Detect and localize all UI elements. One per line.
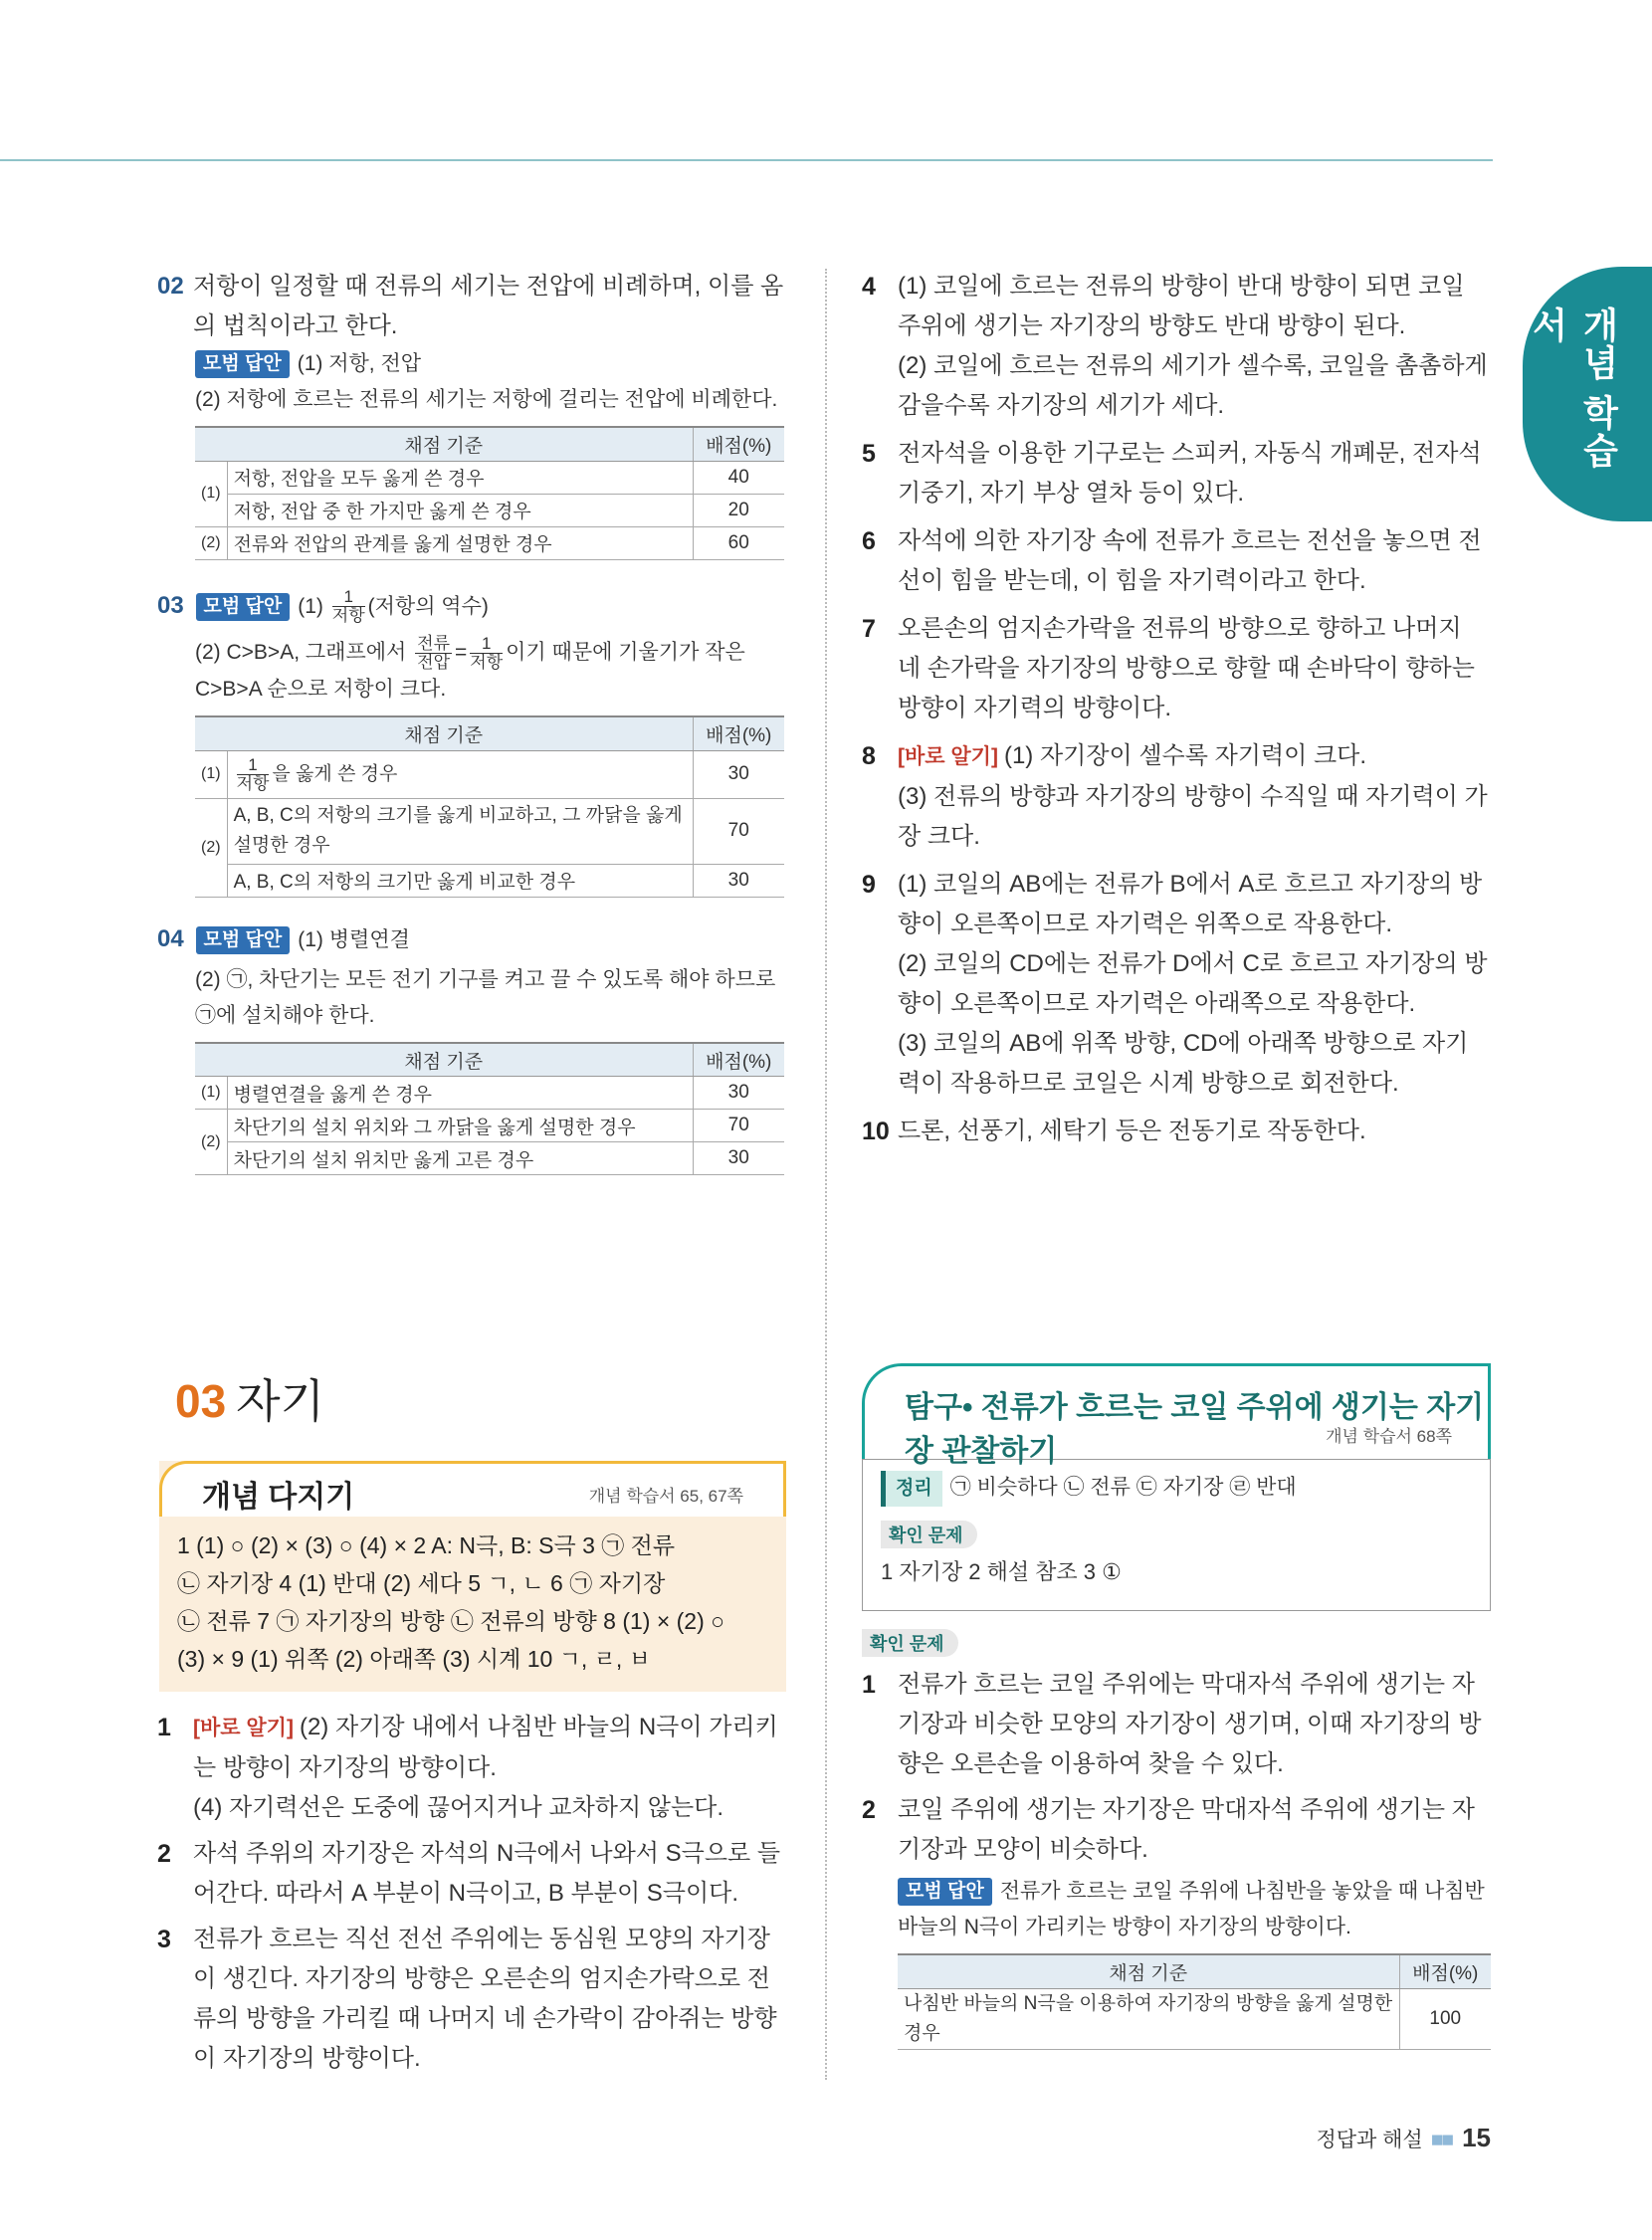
answer-4 (862, 267, 1491, 426)
footer-label: 정답과 해설 (1316, 2129, 1423, 2151)
score-cell: 100 (1399, 1988, 1491, 2049)
frac-num: 1 (237, 756, 270, 775)
answer-text: 자석 주위의 자기장은 자석의 N극에서 나와서 S극으로 들어간다. 따라서 A 부분이 N극이고, B 부분이 S극이다. (193, 1840, 781, 1907)
criteria-cell (227, 750, 693, 798)
answer-number: 10 (862, 1118, 890, 1145)
criteria-cell: 저항, 전압을 모두 옳게 쓴 경우 (227, 461, 693, 494)
answer-3 (157, 1920, 786, 2079)
answer-text: 전자석을 이용한 기구로는 스피커, 자동식 개폐문, 전자석 기중기, 자기 부상 열차 등이 있다. (898, 440, 1482, 507)
header-rule (0, 159, 1493, 161)
fraction (470, 635, 503, 672)
answer-number: 9 (862, 871, 876, 899)
answer-number: 4 (862, 273, 876, 301)
answer-number: 6 (862, 527, 876, 555)
answer-text: 전류가 흐르는 직선 전선 주위에는 동심원 모양의 자기장이 생긴다. 자기장의 방향은 오른손의 엄지손가락으로 전류의 방향을 가리킬 때 나머지 네 손가락이 감아쥐는 방향이 자기장의 방향이다. (193, 1926, 777, 2072)
answer-6 (862, 521, 1491, 601)
q03-table (195, 715, 784, 898)
concept-line: ㉡ 자기장 4 (1) 반대 (2) 세다 5 ㄱ, ㄴ 6 ㉠ 자기장 (177, 1570, 666, 1596)
th-criteria: 채점 기준 (195, 427, 693, 461)
criteria-cell: 차단기의 설치 위치와 그 까닭을 옳게 설명한 경우 (227, 1110, 693, 1142)
answer-7 (862, 609, 1491, 728)
score-cell: 30 (693, 864, 784, 897)
concept-line: 1 (1) ○ (2) × (3) ○ (4) × 2 A: N극, B: S극 3 ㉠ 전류 (177, 1532, 676, 1558)
criteria-cell: 병렬연결을 옳게 쓴 경우 (227, 1077, 693, 1110)
concept-title: 개념 다지기 (202, 1481, 355, 1514)
part-label: (2) (195, 526, 227, 559)
concept-ref: 개념 학습서 65, 67쪽 (588, 1487, 743, 1506)
baro-label: [바로 알기] (898, 745, 998, 768)
concept-line: (3) × 9 (1) 위쪽 (2) 아래쪽 (3) 시계 10 ㄱ, ㄹ, ㅂ (177, 1646, 651, 1672)
answer-text: (3) 전류의 방향과 자기장의 방향이 수직일 때 자기력이 가장 크다. (898, 783, 1488, 850)
q02-text: 저항이 일정할 때 전류의 세기는 전압에 비례하며, 이를 옴의 법칙이라고 한다. (193, 273, 784, 339)
answer-number: 1 (862, 1671, 876, 1699)
answer-1 (157, 1708, 786, 1828)
answer-text: (1) 코일에 흐르는 전류의 방향이 반대 방향이 되면 코일 주위에 생기는 자기장의 방향도 반대 방향이 된다. (898, 273, 1465, 339)
q02-ans1: (1) 저항, 전압 (297, 352, 422, 375)
criteria-cell: 전류와 전압의 관계를 옳게 설명한 경우 (227, 526, 693, 559)
score-cell: 70 (693, 1110, 784, 1142)
explore-check-answers: 1 자기장 2 해설 참조 3 ① (881, 1559, 1122, 1584)
score-cell: 60 (693, 526, 784, 559)
check2-tag-row (862, 1629, 1491, 1657)
answer-text: (1) 코일의 AB에는 전류가 B에서 A로 흐르고 자기장의 방향이 오른쪽이므로 자기력은 위쪽으로 작용한다. (898, 871, 1483, 937)
th-criteria: 채점 기준 (898, 1954, 1399, 1988)
side-tab (1523, 267, 1652, 521)
score-cell: 30 (693, 1077, 784, 1110)
fraction (415, 635, 452, 672)
model-answer-text: 전류가 흐르는 코일 주위에 나침반을 놓았을 때 나침반 바늘의 N극이 가리키는 방향이 자기장의 방향이다. (898, 1880, 1485, 1938)
column-divider (825, 269, 827, 2080)
summary-text: ㉠ 비슷하다 ㉡ 전류 ㉢ 자기장 ㉣ 반대 (949, 1476, 1297, 1499)
row-text: 을 옳게 쓴 경우 (272, 763, 398, 785)
q04-table (195, 1042, 784, 1176)
frac-num: 전류 (417, 634, 451, 654)
concept-answers (177, 1527, 774, 1678)
th-score: 배점(%) (693, 1043, 784, 1077)
explore-title-main: 탐구 (905, 1391, 962, 1424)
answer-text: 드론, 선풍기, 세탁기 등은 전동기로 작동한다. (898, 1118, 1366, 1144)
part-label: (2) (195, 798, 227, 897)
q04 (157, 921, 786, 958)
answer-text: (4) 자기력선은 도중에 끊어지거나 교차하지 않는다. (193, 1794, 724, 1821)
q03-ans2-pre: (2) C>B>A, 그래프에서 (195, 641, 407, 665)
check-answer-1 (862, 1665, 1491, 1784)
footer-marks: ■■ (1430, 2129, 1453, 2151)
q03-ans1-pre: (1) (298, 594, 323, 618)
answer-text: 자석에 의한 자기장 속에 전류가 흐르는 전선을 놓으면 전선이 힘을 받는데, 이 힘을 자기력이라고 한다. (898, 527, 1482, 594)
page-footer (1316, 2123, 1491, 2153)
check2-table (898, 1953, 1491, 2050)
section-number: 03 (175, 1375, 227, 1427)
criteria-cell: 나침반 바늘의 N극을 이용하여 자기장의 방향을 옳게 설명한 경우 (898, 1988, 1399, 2049)
answer-number: 1 (157, 1714, 171, 1741)
th-score: 배점(%) (693, 427, 784, 461)
fraction (332, 588, 365, 625)
explore-check-tag-row (881, 1521, 1472, 1548)
left-column (157, 267, 786, 1175)
answer-number: 3 (157, 1926, 171, 1953)
answer-number: 2 (157, 1840, 171, 1868)
criteria-cell: A, B, C의 저항의 크기를 옳게 비교하고, 그 까닭을 옳게 설명한 경우 (227, 798, 693, 864)
q03-number: 03 (157, 591, 184, 619)
summary-tag: 정리 (881, 1471, 942, 1507)
score-cell: 30 (693, 1142, 784, 1175)
answer-9 (862, 865, 1491, 1104)
q02-answer (195, 346, 786, 418)
answer-2 (157, 1834, 786, 1914)
answer-8 (862, 736, 1491, 857)
answer-text: 오른손의 엄지손가락을 전류의 방향으로 향하고 나머지 네 손가락을 자기장의 방향으로 향할 때 손바닥이 향하는 방향이 자기력의 방향이다. (898, 615, 1475, 721)
left-answers-03 (157, 1708, 786, 2079)
check-answer-2 (862, 1790, 1491, 1945)
q03-ans2-line2: C>B>A 순으로 저항이 크다. (195, 678, 447, 702)
check-tag: 확인 문제 (881, 1521, 977, 1548)
criteria-cell: A, B, C의 저항의 크기만 옳게 비교한 경우 (227, 864, 693, 897)
check-tag: 확인 문제 (862, 1629, 958, 1657)
answer-number: 5 (862, 440, 876, 468)
answer-10 (862, 1112, 1491, 1151)
q04-ans2: (2) ㉠, 차단기는 모든 전기 기구를 켜고 끌 수 있도록 해야 하므로 ㉠에 설치해야 한다. (195, 967, 776, 1027)
answer-text: 코일 주위에 생기는 자기장은 막대자석 주위에 생기는 자기장과 모양이 비슷하다. (898, 1796, 1475, 1863)
answer-text: (3) 코일의 AB에 위쪽 방향, CD에 아래쪽 방향으로 자기력이 작용하므로 코일은 시계 방향으로 회전한다. (898, 1030, 1469, 1097)
concept-line: ㉡ 전류 7 ㉠ 자기장의 방향 ㉡ 전류의 방향 8 (1) × (2) ○ (177, 1608, 725, 1634)
part-label: (1) (195, 461, 227, 526)
side-tab-label: 개념 학습서 (1528, 306, 1619, 471)
answer-5 (862, 434, 1491, 513)
score-cell: 70 (693, 798, 784, 864)
concept-header (159, 1461, 786, 1517)
frac-num: 1 (332, 588, 365, 607)
answer-number: 2 (862, 1796, 876, 1824)
q03-ans2 (195, 635, 786, 708)
answer-text: (2) 코일에 흐르는 전류의 세기가 셀수록, 코일을 촘촘하게 감을수록 자기장의 세기가 세다. (898, 352, 1488, 419)
q04-ans1: (1) 병렬연결 (298, 927, 410, 951)
frac-den: 저항 (331, 606, 365, 626)
criteria-cell: 저항, 전압 중 한 가지만 옳게 쓴 경우 (227, 494, 693, 526)
answer-text: (2) 코일의 CD에는 전류가 D에서 C로 흐르고 자기장의 방향이 오른쪽이므로 자기력은 아래쪽으로 작용한다. (898, 950, 1488, 1017)
explore-summary (881, 1470, 1472, 1507)
part-label: (2) (195, 1110, 227, 1175)
q02 (157, 267, 786, 346)
th-score: 배점(%) (693, 716, 784, 750)
th-criteria: 채점 기준 (195, 716, 693, 750)
fraction (237, 756, 270, 793)
score-cell: 40 (693, 461, 784, 494)
explore-box (862, 1459, 1491, 1611)
score-cell: 30 (693, 750, 784, 798)
model-answer-badge: 모범 답안 (898, 1878, 992, 1906)
explore-header (862, 1363, 1491, 1468)
score-cell: 20 (693, 494, 784, 526)
right-column (862, 267, 1491, 1151)
model-answer-badge: 모범 답안 (196, 593, 291, 621)
frac-den: 전압 (417, 653, 451, 673)
q02-ans2: (2) 저항에 흐르는 전류의 세기는 저항에 걸리는 전압에 비례한다. (195, 388, 778, 411)
section-name: 자기 (236, 1375, 325, 1427)
model-answer-badge: 모범 답안 (196, 926, 291, 954)
answer-number: 8 (862, 742, 876, 770)
answer-number: 7 (862, 615, 876, 643)
answer-text: (2) 자기장 내에서 나침반 바늘의 N극이 가리키는 방향이 자기장의 방향이다. (193, 1714, 778, 1781)
frac-den: 저항 (236, 773, 270, 793)
q03-ans1-post: (저항의 역수) (367, 594, 489, 618)
answer-text: (1) 자기장이 셀수록 자기력이 크다. (1003, 742, 1367, 769)
q04-number: 04 (157, 924, 184, 952)
q02-table (195, 426, 784, 560)
page-number: 15 (1462, 2123, 1491, 2152)
th-criteria: 채점 기준 (195, 1043, 693, 1077)
explore-ref: 개념 학습서 68쪽 (1326, 1427, 1452, 1446)
answer-text: 전류가 흐르는 코일 주위에는 막대자석 주위에 생기는 자기장과 비슷한 모양의 자기장이 생기며, 이때 자기장의 방향은 오른손을 이용하여 찾을 수 있다. (898, 1671, 1482, 1777)
model-answer-badge: 모범 답안 (195, 350, 290, 378)
explore-title-rest: • 전류가 흐르는 코일 주위에 생기는 자기장 관찰하기 (905, 1391, 1485, 1468)
section-title (175, 1365, 324, 1431)
baro-label: [바로 알기] (193, 1717, 294, 1739)
part-label: (1) (195, 1077, 227, 1110)
explore-section (862, 1363, 1491, 2050)
frac-den: 저항 (470, 653, 504, 673)
part-label: (1) (195, 750, 227, 798)
q02-number: 02 (157, 273, 184, 300)
frac-num: 1 (470, 635, 503, 654)
equals: = (455, 641, 468, 665)
q03 (157, 588, 786, 626)
q03-ans2-post: 이기 때문에 기울기가 작은 (506, 641, 745, 665)
th-score: 배점(%) (1399, 1954, 1491, 1988)
criteria-cell: 차단기의 설치 위치만 옳게 고른 경우 (227, 1142, 693, 1175)
